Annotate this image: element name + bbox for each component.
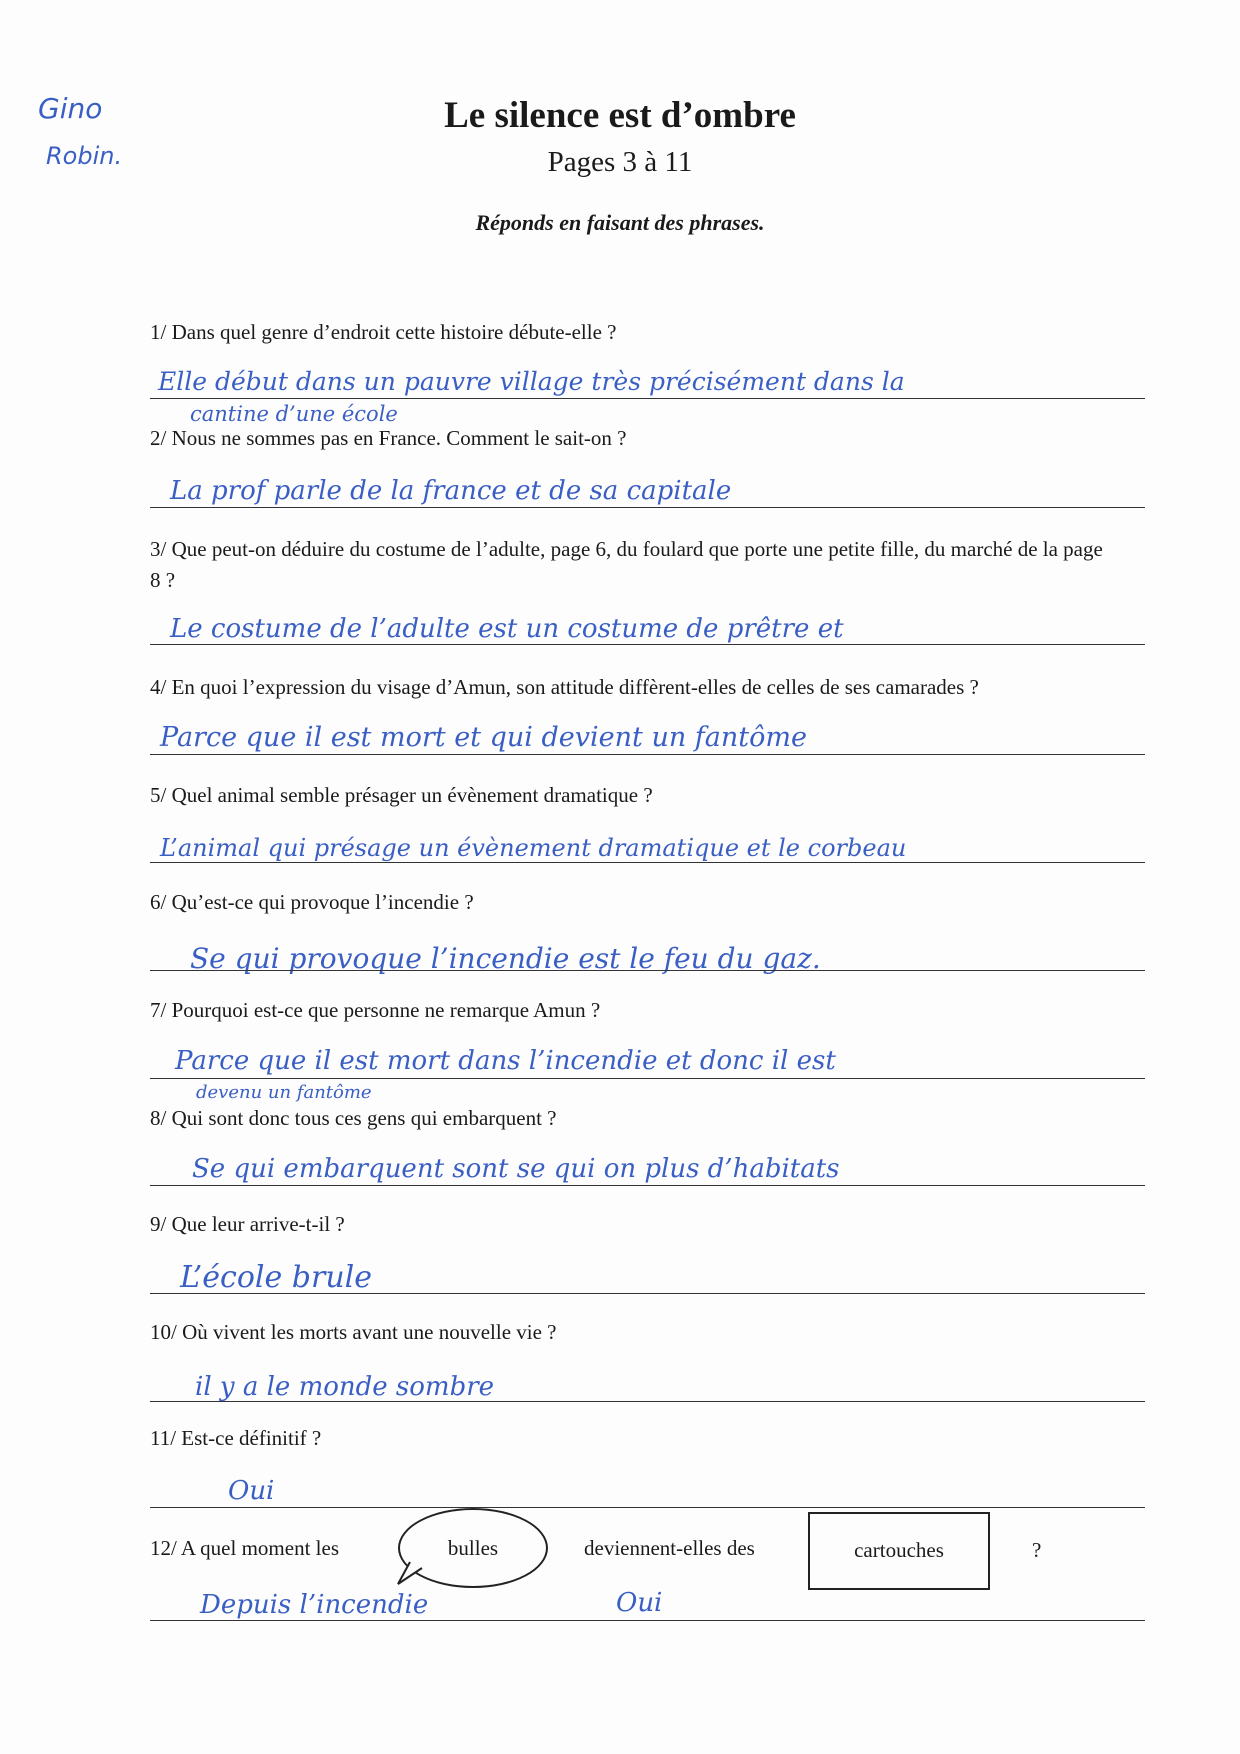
answer-line-2 xyxy=(150,507,1145,508)
answer-line-6 xyxy=(150,970,1145,971)
answer-line-10 xyxy=(150,1401,1145,1402)
answer-9: L’école brule xyxy=(180,1260,372,1295)
answer-line-5 xyxy=(150,862,1145,863)
question-7: 7/ Pourquoi est-ce que personne ne remarque Amun ? xyxy=(150,998,601,1022)
cartouche-box xyxy=(808,1512,990,1590)
question-5: 5/ Quel animal semble présager un évènement dramatique ? xyxy=(150,783,653,807)
bubble-label: bulles xyxy=(447,1536,499,1560)
answer-3: Le costume de l’adulte est un costume de prêtre et xyxy=(170,614,844,644)
answer-4: Parce que il est mort et qui devient un fantôme xyxy=(160,722,807,753)
answer-8: Se qui embarquent sont se qui on plus d’habitats xyxy=(192,1154,840,1184)
answer-line-1 xyxy=(150,398,1145,399)
question-9: 9/ Que leur arrive-t-il ? xyxy=(150,1212,345,1236)
answer-7-continued: devenu un fantôme xyxy=(196,1082,372,1103)
question-2: 2/ Nous ne sommes pas en France. Comment le sait-on ? xyxy=(150,426,627,450)
answer-12-second: Oui xyxy=(616,1588,663,1618)
answer-5: L’animal qui présage un évènement dramatique et le corbeau xyxy=(160,834,907,862)
answer-6: Se qui provoque l’incendie est le feu du gaz. xyxy=(190,942,821,975)
worksheet-title: Le silence est d’ombre xyxy=(444,95,796,136)
question-11: 11/ Est-ce définitif ? xyxy=(150,1426,322,1450)
answer-line-8 xyxy=(150,1185,1145,1186)
student-first-name: Gino xyxy=(38,92,103,125)
instruction: Réponds en faisant des phrases. xyxy=(475,210,765,235)
answer-7: Parce que il est mort dans l’incendie et donc il est xyxy=(175,1046,836,1076)
answer-1: Elle début dans un pauvre village très précisément dans la xyxy=(158,367,905,396)
question-3: 3/ Que peut-on déduire du costume de l’adulte, page 6, du foulard que porte une petite fille, du marché de la page 8 ? xyxy=(150,537,1103,592)
question-12-start: 12/ A quel moment les xyxy=(150,1536,339,1560)
answer-12: Depuis l’incendie xyxy=(200,1590,429,1620)
answer-line-12 xyxy=(150,1620,1145,1621)
question-6: 6/ Qu’est-ce qui provoque l’incendie ? xyxy=(150,890,474,914)
pages-range: Pages 3 à 11 xyxy=(547,146,693,178)
answer-line-9 xyxy=(150,1293,1145,1294)
answer-line-4 xyxy=(150,754,1145,755)
question-12-middle: deviennent-elles des xyxy=(584,1536,755,1560)
speech-bubble-tail xyxy=(396,1560,426,1590)
answer-10: il y a le monde sombre xyxy=(195,1372,495,1402)
question-4: 4/ En quoi l’expression du visage d’Amun, son attitude diffèrent-elles de celles de ses camarades ? xyxy=(150,675,979,699)
cartouche-label: cartouches xyxy=(854,1538,944,1562)
question-12-end: ? xyxy=(1032,1538,1042,1562)
answer-1-continued: cantine d’une école xyxy=(190,402,398,426)
answer-line-3 xyxy=(150,644,1145,645)
question-1: 1/ Dans quel genre d’endroit cette histoire débute-elle ? xyxy=(150,320,617,344)
answer-line-7 xyxy=(150,1078,1145,1079)
answer-11: Oui xyxy=(228,1476,275,1506)
answer-2: La prof parle de la france et de sa capitale xyxy=(170,476,732,506)
answer-line-11 xyxy=(150,1507,1145,1508)
question-10: 10/ Où vivent les morts avant une nouvelle vie ? xyxy=(150,1320,557,1344)
question-8: 8/ Qui sont donc tous ces gens qui embarquent ? xyxy=(150,1106,557,1130)
student-last-name: Robin. xyxy=(46,142,123,170)
